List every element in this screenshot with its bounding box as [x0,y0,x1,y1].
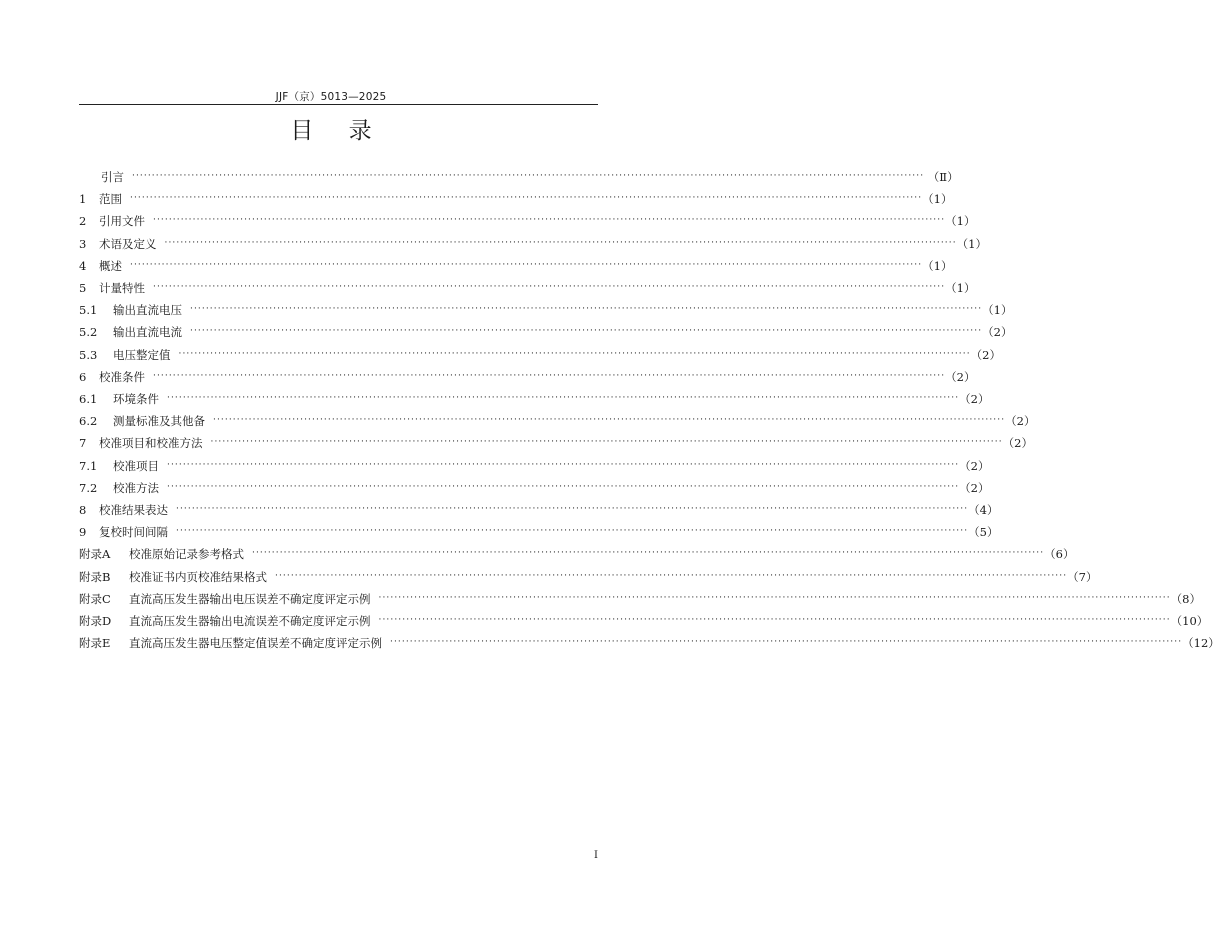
toc-leader-dots: ········································································································································································································ [167,459,960,470]
toc-entry[interactable] [79,233,987,255]
toc-entry-number: 6 [79,369,87,384]
toc-entry-page: （8） [1170,591,1201,606]
toc-entry-number: 附录D [79,614,112,628]
toc-entry-page: （2） [1002,436,1033,451]
toc-entry-number: 8 [79,503,87,517]
toc-entry[interactable] [79,277,976,299]
toc-entry[interactable] [79,210,976,232]
toc-entry[interactable] [79,166,959,188]
toc-entry[interactable] [79,588,1201,610]
toc-entry-page: （1） [945,214,976,229]
toc-entry[interactable] [79,321,1013,343]
toc-entry-title: 测量标准及其他备 [113,414,205,429]
header-divider [79,104,598,105]
toc-leader-dots: ········································································································································································································ [167,393,960,403]
toc-entry-page: （2） [945,369,976,384]
toc-entry[interactable] [79,299,1013,321]
toc-entry-number: 7.1 [79,458,98,473]
toc-leader-dots: ········································································································································································································ [275,570,1068,581]
toc-entry-page: （1） [922,258,953,273]
toc-entry-page: （4） [968,503,999,517]
toc-entry-title: 复校时间间隔 [99,525,168,540]
toc-entry-page: （10） [1170,614,1209,628]
toc-entry-number: 5.3 [79,347,98,362]
toc-leader-dots: ········································································································································································································ [213,415,1006,426]
toc-entry-title: 直流高压发生器输出电压误差不确定度评定示例 [129,591,371,606]
toc-entry[interactable] [79,188,953,210]
toc-entry-page: （2） [982,325,1013,340]
toc-entry-page: （6） [1044,547,1075,562]
toc-entry-page: （5） [968,525,999,540]
toc-entry-number: 5.1 [79,303,98,318]
toc-entry-title: 输出直流电压 [113,303,182,318]
toc-entry-page: （2） [1005,414,1036,429]
toc-entry-number: 6.2 [79,414,98,429]
toc-entry-page: （2） [959,392,990,406]
toc-entry[interactable] [79,344,1001,366]
toc-entry-number: 5.2 [79,325,98,340]
toc-entry-title: 电压整定值 [113,347,171,362]
toc-entry-title: 校准方法 [113,480,159,495]
toc-entry-title: 范围 [99,192,122,207]
toc-entry-title: 校准条件 [99,369,145,384]
toc-entry[interactable] [79,432,1033,454]
toc-entry[interactable] [79,566,1098,588]
toc-leader-dots: ········································································································································································································ [210,437,1003,448]
toc-entry-title: 计量特性 [99,281,145,295]
toc-leader-dots: ········································································································································································································ [130,259,923,270]
toc-entry-page: （2） [959,480,990,495]
toc-entry-title: 直流高压发生器输出电流误差不确定度评定示例 [129,614,371,628]
toc-entry-title: 直流高压发生器电压整定值误差不确定度评定示例 [129,636,382,651]
page-number: I [594,850,598,861]
toc-entry-number: 1 [79,192,87,207]
toc-entry[interactable] [79,521,999,543]
toc-leader-dots: ········································································································································································································ [178,348,971,359]
toc-entry-number: 附录B [79,569,111,584]
toc-entry[interactable] [79,366,976,388]
toc-entry[interactable] [79,455,990,477]
toc-entry-title: 校准项目 [113,458,159,473]
toc-entry[interactable] [79,610,1209,632]
toc-entry-title: 校准证书内页校准结果格式 [129,569,267,584]
toc-entry-page: （2） [970,347,1001,362]
toc-entry-page: （1） [922,192,953,207]
toc-entry[interactable] [79,477,990,499]
toc-entry-number: 2 [79,214,87,229]
toc-entry[interactable] [79,632,1220,654]
toc-entry-page: （7） [1067,569,1098,584]
toc-entry-title: 引用文件 [99,214,145,229]
toc-entry-number: 4 [79,258,87,273]
toc-entry-number: 7 [79,436,87,451]
toc-entry-page: （2） [959,458,990,473]
toc-entry-number: 6.1 [79,392,98,406]
toc-leader-dots: ········································································································································································································ [153,370,946,381]
toc-leader-dots: ········································································································································································································ [176,526,969,537]
toc-entry-title: 概述 [99,258,122,273]
toc-entry[interactable] [79,255,953,277]
toc-leader-dots: ········································································································································································································ [378,615,1171,625]
toc-entry[interactable] [79,410,1036,432]
document-code: JJF（京）5013—2025 [275,91,387,103]
toc-entry-number: 附录A [79,547,111,562]
toc-leader-dots: ········································································································································································································ [130,193,923,204]
toc-entry-page: （1） [982,303,1013,318]
toc-entry-number: 5 [79,281,87,295]
toc-entry-title: 校准项目和校准方法 [99,436,203,451]
toc-leader-dots: ········································································································································································································ [176,504,969,514]
toc-entry-title: 输出直流电流 [113,325,182,340]
toc-entry[interactable] [79,543,1075,565]
toc-entry[interactable] [79,499,999,521]
toc-leader-dots: ········································································································································································································ [153,282,946,292]
toc-entry-number: 9 [79,525,87,540]
page-title: 目 录 [290,118,386,144]
toc-leader-dots: ········································································································································································································ [190,326,983,337]
toc-leader-dots: ········································································································································································································ [378,592,1171,603]
toc-entry-page: （1） [945,281,976,295]
toc-entry-number: 7.2 [79,480,98,495]
toc-entry-number: 附录C [79,591,111,606]
toc-entry-page: （12） [1182,636,1220,651]
toc-entry-title: 引言 [101,170,124,184]
toc-entry[interactable] [79,388,990,410]
toc-entry-title: 校准原始记录参考格式 [129,547,244,562]
toc-leader-dots: ········································································································································································································ [167,481,960,492]
toc-entry-title: 环境条件 [113,392,159,406]
toc-entry-number: 附录E [79,636,111,651]
toc-leader-dots: ········································································································································································································ [132,171,925,181]
toc-leader-dots: ········································································································································································································ [153,215,946,226]
toc-leader-dots: ········································································································································································································ [252,548,1045,559]
toc-leader-dots: ········································································································································································································ [164,237,957,248]
toc-entry-number: 3 [79,236,87,251]
toc-leader-dots: ········································································································································································································ [390,637,1183,648]
toc-entry-title: 校准结果表达 [99,503,168,517]
toc-entry-title: 术语及定义 [99,236,157,251]
toc-entry-page: （1） [956,236,987,251]
toc-leader-dots: ········································································································································································································ [190,304,983,315]
toc-entry-page: （Ⅱ） [927,170,959,184]
